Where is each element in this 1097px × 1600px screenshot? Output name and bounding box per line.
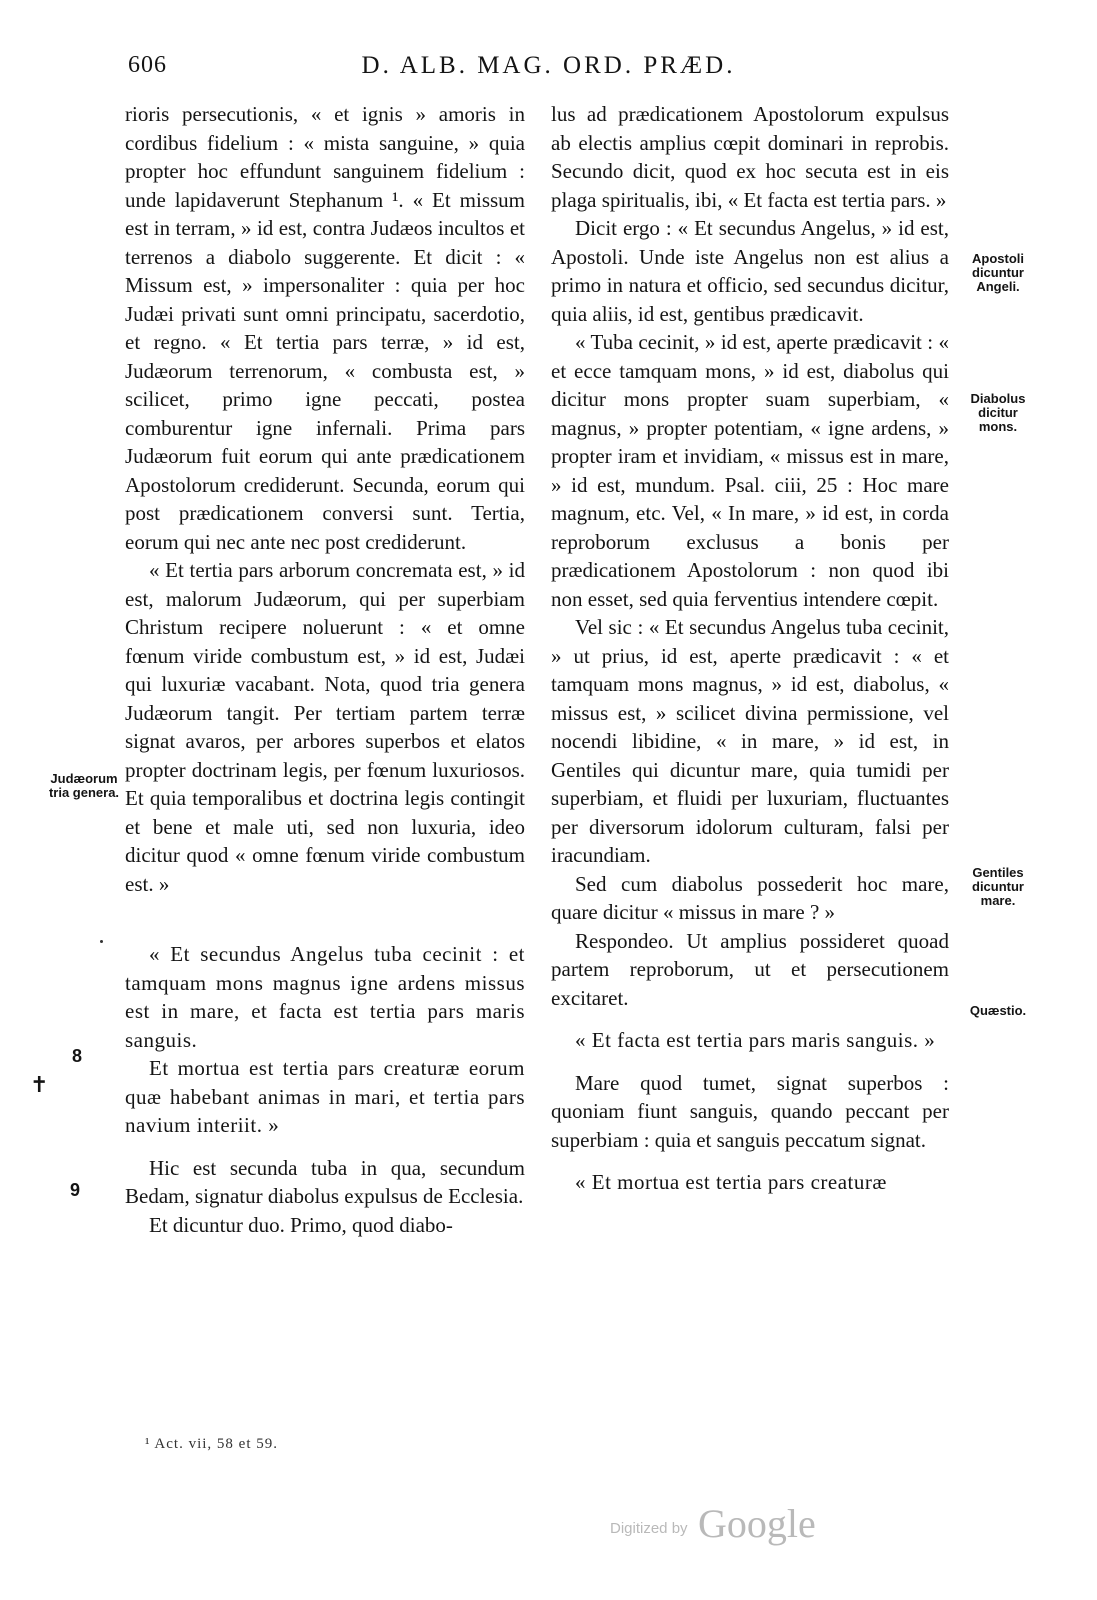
google-logo: Google (698, 1501, 816, 1546)
verse-number-9: 9 (70, 1180, 81, 1200)
spacer (125, 898, 525, 926)
right-verse-quote: « Et facta est tertia pars maris sanguis. » (575, 1028, 936, 1052)
watermark-prefix: Digitized by (610, 1520, 688, 1537)
google-watermark (610, 1500, 830, 1550)
right-paragraph-8: Mare quod tumet, signat superbos : quoniam fiunt sanguis, quando peccant per superbiam : quia et sanguis peccatum signat. (551, 1070, 949, 1152)
stray-mark (100, 940, 103, 943)
running-title: D. ALB. MAG. ORD. PRÆD. (361, 52, 736, 79)
page-header (0, 52, 1097, 92)
left-paragraph-3: Hic est secunda tuba in qua, secundum Bedam, signatur diabolus expulsus de Ecclesia. (125, 1155, 525, 1208)
spacer (125, 1140, 525, 1154)
right-paragraph-5: Sed cum diabolus possederit hoc mare, quare dicitur « missus in mare ? » (551, 871, 949, 924)
right-paragraph-1: lus ad prædicationem Apostolorum expulsus ab electis amplius cœpit dominari in reprobis. Secundo dicit, quod ex hoc secuta est in eis plaga spiritualis, ibi, « Et facta est tertia pars. » (551, 102, 949, 212)
right-paragraph-9: « Et mortua est tertia pars creaturæ (575, 1170, 887, 1194)
verse-9-text: Et mortua est tertia pars creaturæ eorum quæ habebant animas in mari, et tertia pars navium interiit. » (125, 1056, 525, 1137)
right-paragraph-4: Vel sic : « Et secundus Angelus tuba cecinit, » ut prius, id est, aperte prædicavit : « et tamquam mons magnus, » id est, diabolus, « missus est, » scilicet divina permissione, vel nocendi libidine, « in mare, » id est, in Gentiles qui dicuntur mare, quia tumidi per superbiam, et fluidi per luxuriam, fluctuantes per diversorum idolorum culturam, falsi per iracundiam. (551, 615, 949, 867)
spacer (551, 1012, 949, 1026)
spacer (551, 1154, 949, 1168)
right-paragraph-2: Dicit ergo : « Et secundus Angelus, » id est, Apostoli. Unde iste Angelus non est alius a primo in natura et officio, sed secundus dicitur, quia aliis, id est, gentibus prædicavit. (551, 216, 949, 326)
spacer (125, 926, 525, 940)
page-number: 606 (128, 52, 167, 78)
left-paragraph-1: rioris persecutionis, « et ignis » amoris in cordibus fidelium : « mista sanguine, » quia propter hoc effundunt sanguinem fidelium : unde lapidaverunt Stephanum ¹. « Et missum est in terram, » id est, contra Judæos incultos et terrenos a diabolo suggerente. Et dicit : « Missum est, » impersonaliter : quia per hoc Judæi privati sunt omni principatu, sacerdotio, et regno. « Et tertia pars terræ, » id est, Judæorum terrenorum, « combusta est, » scilicet, primo igne peccati, postea comburentur igne infernali. Prima pars Judæorum fuit eorum qui ante prædicationem Apostolorum crediderunt. Secunda, eorum qui post prædicationem conversi sunt. Tertia, eorum qui nec ante nec post crediderunt. (125, 102, 525, 554)
right-paragraph-6: Respondeo. Ut amplius possideret quoad partem reproborum, ut et persecutionem excitaret. (551, 928, 949, 1010)
right-paragraph-3: « Tuba cecinit, » id est, aperte prædicavit : « et ecce tamquam mons, » id est, diabolus qui dicitur mons propter suam superbiam, « magnus, » propter potentiam, « igne ardens, » propter iram et invidiam, « missus est in mare, » id est, mundum. Psal. ciii, 25 : Hoc mare magnum, etc. Vel, « In mare, » id est, in corda reproborum exclusus a bonis per prædicationem Apostolorum : non quod ibi non esset, sed quia ferventius intendere cœpit. (551, 330, 949, 611)
left-paragraph-4: Et dicuntur duo. Primo, quod diabo- (149, 1212, 453, 1237)
dagger-icon: ✝ (30, 1072, 49, 1097)
margin-note-judaeorum: Judæorum tria genera. (48, 771, 120, 800)
verse-8-text: « Et secundus Angelus tuba cecinit : et tamquam mons magnus igne ardens missus est in mare, et facta est tertia pars maris sanguis. (125, 942, 525, 1052)
footnote: ¹ Act. vii, 58 et 59. (145, 1436, 278, 1452)
margin-note-apostoli: Apostoli dicuntur Angeli. (972, 251, 1024, 294)
margin-note-gentiles: Gentiles dicuntur mare. (972, 865, 1024, 908)
margin-note-diabolus: Diabolus dicitur mons. (970, 391, 1026, 434)
left-paragraph-2: « Et tertia pars arborum concremata est, » id est, malorum Judæorum, qui per superbiam Christum recipere noluerunt : « et omne fœnum viride combustum est, » id est, Judæi qui luxuriæ vacabant. Nota, quod tria genera Judæorum tangit. Per tertiam partem terræ signat avaros, per arbores superbos et elatos propter doctrinam legis, per fœnum luxuriosos. Et quia temporalibus et doctrina legis contingit et bene et male uti, sed non luxuria, ideo dicitur quod « omne fœnum viride combustum est. » (125, 558, 525, 896)
right-column (551, 100, 949, 1197)
spacer (551, 1055, 949, 1069)
verse-number-8: 8 (72, 1046, 83, 1066)
margin-note-quaestio: Quæstio. (969, 1003, 1027, 1018)
left-column (125, 100, 525, 1239)
